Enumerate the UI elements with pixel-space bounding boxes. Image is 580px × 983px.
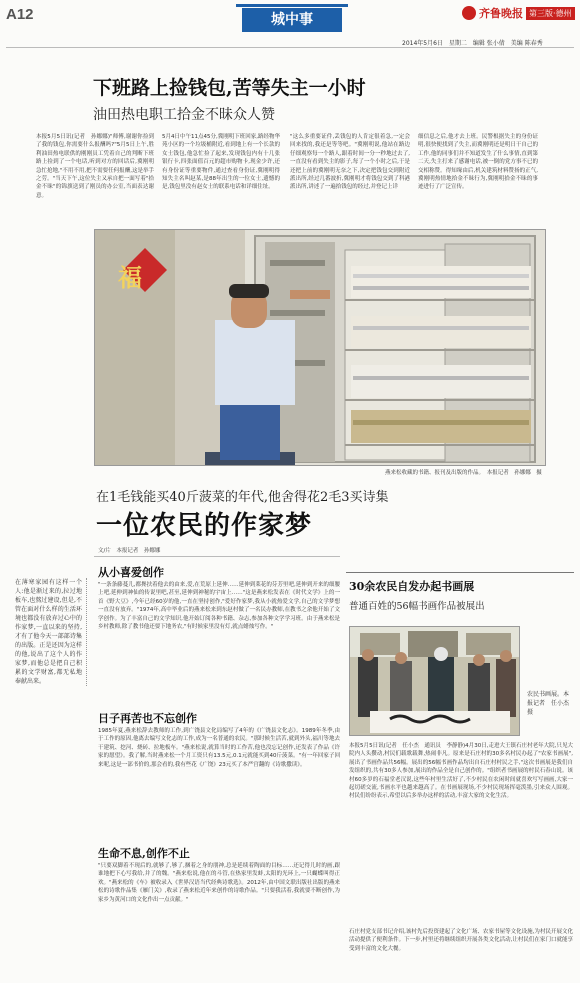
feature-headline: 一位农民的作家梦	[96, 511, 313, 541]
brand-edition-badge: 第三版·德州	[526, 7, 575, 20]
lead-subheadline: 油田热电职工拾金不昧众人赞	[93, 107, 275, 123]
section-body: "只要双脚着不现后的,就够了,够了,捆着之身的朋神,总是延续着陶面的目标……还记得儿时的画,跟谁地把下心写我给,并了的魏。"燕来松说,他在的斗管,在热家里发蚌,太阳的光环上,一只蝴蝶叫得正欢。"燕来松的《车》被收录入《世界汉语当代经典诗歌选》。2012年,由中国文联出版社出版的燕来松的诗歌作品集《雁门关》,收录了燕来松近年来创作的诗歌作品。"只要我活着,我就要不断创作,为家乡为黄河口的文化作出一点贡献。"	[98, 863, 340, 903]
section-heading: 日子再苦也不忘创作	[98, 712, 197, 725]
exhibition-photo-illustration	[350, 627, 520, 736]
sidebar-intro: 在薄寒家园有这样一个人:他是渐过来的,拉过地板车,也熬过建设,但是,不管在面对什么样的生活环境也都没有放弃过心中的作家梦,一直以来的坚持,才有了他今天一部部诗集的出版。正是还因为这样的他,说出了这个人的作家梦,而他总是把自己积累的文学财富,都无私地奉献出来。	[15, 578, 87, 686]
lead-column-1: 本报5月5日讯(记者 孙娜娜)"师傅,谢谢你捡到了我的钱包,你需要什么报酬吗?"5月5日上午,胜利油田热电联供的刚刚员工凭着自己的判断下班路上捡到了一个电话,听到对方的回话后,冀刚明急忙抢地,"不用不用,把不需要任何报酬,这是举手之劳。"当天下午,这位失主又承自把一面写着"拾金不昧"的锦旗送到了刚员的办公室,当面表达谢意。	[36, 134, 154, 199]
feature-photo	[94, 229, 546, 466]
section-tab-stripe	[236, 4, 348, 7]
issue-line: 2014年5月6日 星期二 编辑 张小倩 美编 陈春秀	[402, 40, 543, 47]
lead-column-4: 细信息之后,他才去上班。民警根据失主的身份证明,很快便找到了失主,而冀刚明还是明日干自己的工作,他的同事们并不知道发生了什么事情,直到第二天,失主打来了感谢电话,被一倒的党方事不已的交相称赞。得知缘由后,机关建筑材料赞扬的正气,冀刚明热情地拾金不昧行为,冀刚明拾金不昧的事迹进行了广泛宣传。	[418, 134, 538, 191]
right-story-headline: 30余农民自发办起书画展	[349, 580, 475, 593]
right-story-subheadline: 普通百姓的56幅书画作品被展出	[349, 601, 485, 612]
section-body: "一条条藤蔓儿,都搀扶着他去的由来,爱,在荒原上延伸……延伸到莱花的芬芳里吧,延伸到开来的细腰上吧,延伸到神仙的传说里吧,甚至,延伸到神秘的宇宙上……"这是燕来松发表在《时代文学》上的一首《野大豆》,今年已经60岁的他,一直在坚持创作,"爱好作家梦,我从小就热爱文学,自己的文学梦想一直没有放弃。"1974年,高中毕业后的燕来松来到东赵村做了一名民办教师,在教书之余他开始了文学创作。为了丰富自己的文学知识,他开始订阅各种书籍、杂志,参加各种文学学习班。由于燕来松是乡村教师,除了教书他还要下地务农,"有时候家里没有灯,就点蜡烛写作。"	[98, 582, 340, 631]
divider	[94, 556, 340, 557]
fu-character: 福	[118, 263, 142, 292]
right-story-body: 本报5月5日讯(记者 任小杰 通讯员 李静静)4月30日,走进大王镇石庄村老年大院,只见大院内人头攒动,村民们载歌载舞,热闹非凡。原来是石庄村的30多名村民办起了"农家书画展",展出了书画作品共56幅。展出的56幅书画作品均出自石庄村村民之手,"这次书画展是我们自发组织的,共有30多人参加,展出的作品全是自己创作的。"组织者书画展的村民石春山说。该村60多岁的石福堂老汉说,这些年村里生活好了,不少村民在农闲时间就喜欢写写画画,大家一起切磋交流,书画水平也越来越高了。在书画展现场,不少村民现场挥毫泼墨,引来众人围观。村民们纷纷表示,希望以后多举办这样的活动,丰富大家的文化生活。	[349, 743, 573, 800]
section-label: 城中事	[242, 8, 342, 32]
brand	[462, 4, 575, 22]
exhibition-photo-caption: 农民书画展。本报记者 任小杰 摄	[527, 691, 576, 716]
section-heading: 从小喜爱创作	[98, 566, 164, 579]
photo-caption: 燕来松收藏的书籍、报刊及出版的作品。 本报记者 孙娜娜 摄	[385, 470, 542, 476]
lead-column-3: "这么多重要证件,丢钱包的人肯定很着急,一定会回来找的,我还是等等吧。"冀刚明说,他站在路边仔细观察每一个路人,跟着时间一分一秒地过去了,一直没有看到失主的影子,每了一个小时之后,于是还把上前的冀刚明无奈之下,决定把钱包交到附近派出所,经过几番波折,冀刚明才将钱包交到了科港派出所,讲述了一遍拾钱包的经过,并登记上详	[290, 134, 410, 191]
lead-column-2: 5月4日中午11点45分,冀刚明下班回家,路经物华苑小区的一个垃圾桶附近,看到地上有一个长款的女士钱包,他急忙捡了起来,发现钱包内有十几张银行卡,四张面值百元的超市购物卡,现金少许,还有身份证等重要物件,通过查看身份证,冀刚明得知失主名叫赵某,是88年出生的一位女士,遗憾的是,钱包里没有赵女士的联系电话和详细住址。	[162, 134, 280, 191]
section-heading: 生命不息,创作不止	[98, 847, 190, 860]
feature-kicker: 在1毛钱能买40斤菠菜的年代,他舍得花2毛3买诗集	[96, 490, 389, 505]
page-number: A12	[6, 6, 34, 23]
section-body: 1985年夏,燕来松辞去教师的工作,到广饶县文化局编写了4年的《广饶县文化志》。1989年冬季,由于工作的原因,他离去编写文化志的工作,成为一名普通的农民。"那时候生活苦,就到外头,福川等地去干建筑、挖河、烧砖、拉地板车。"燕来松说,就算当时的工作苦,他也没忘记创作,还发表了作品《许家的愿望》。我了解,当时燕来松一个月工资只有13.5元,0.1元就能买到40斤菠菜。"有一年回家子回来呢,这是一部书价的,那会看的,我有些花《广饶》23元买了本严宫翻的《诗歌撒读》。	[98, 728, 340, 768]
brand-name: 齐鲁晚报	[479, 7, 523, 20]
divider	[346, 572, 574, 573]
feature-photo-illustration	[95, 230, 546, 466]
feature-byline: 文/片 本报记者 孙娜娜	[98, 548, 161, 554]
right-story-body: 石庄村党支部书记介绍,该村先后投资建起了文化广场、农家书屋等文化设施,为村民开展文化活动提供了便利条件。下一步,村里还将继续组织开展各类文化活动,让村民们在家门口就能享受到丰富的文化大餐。	[349, 929, 573, 952]
brand-logo-icon	[462, 6, 476, 20]
divider	[6, 47, 574, 48]
exhibition-photo	[349, 626, 520, 736]
lead-headline: 下班路上捡钱包,苦等失主一小时	[93, 77, 366, 99]
masthead	[0, 0, 580, 48]
